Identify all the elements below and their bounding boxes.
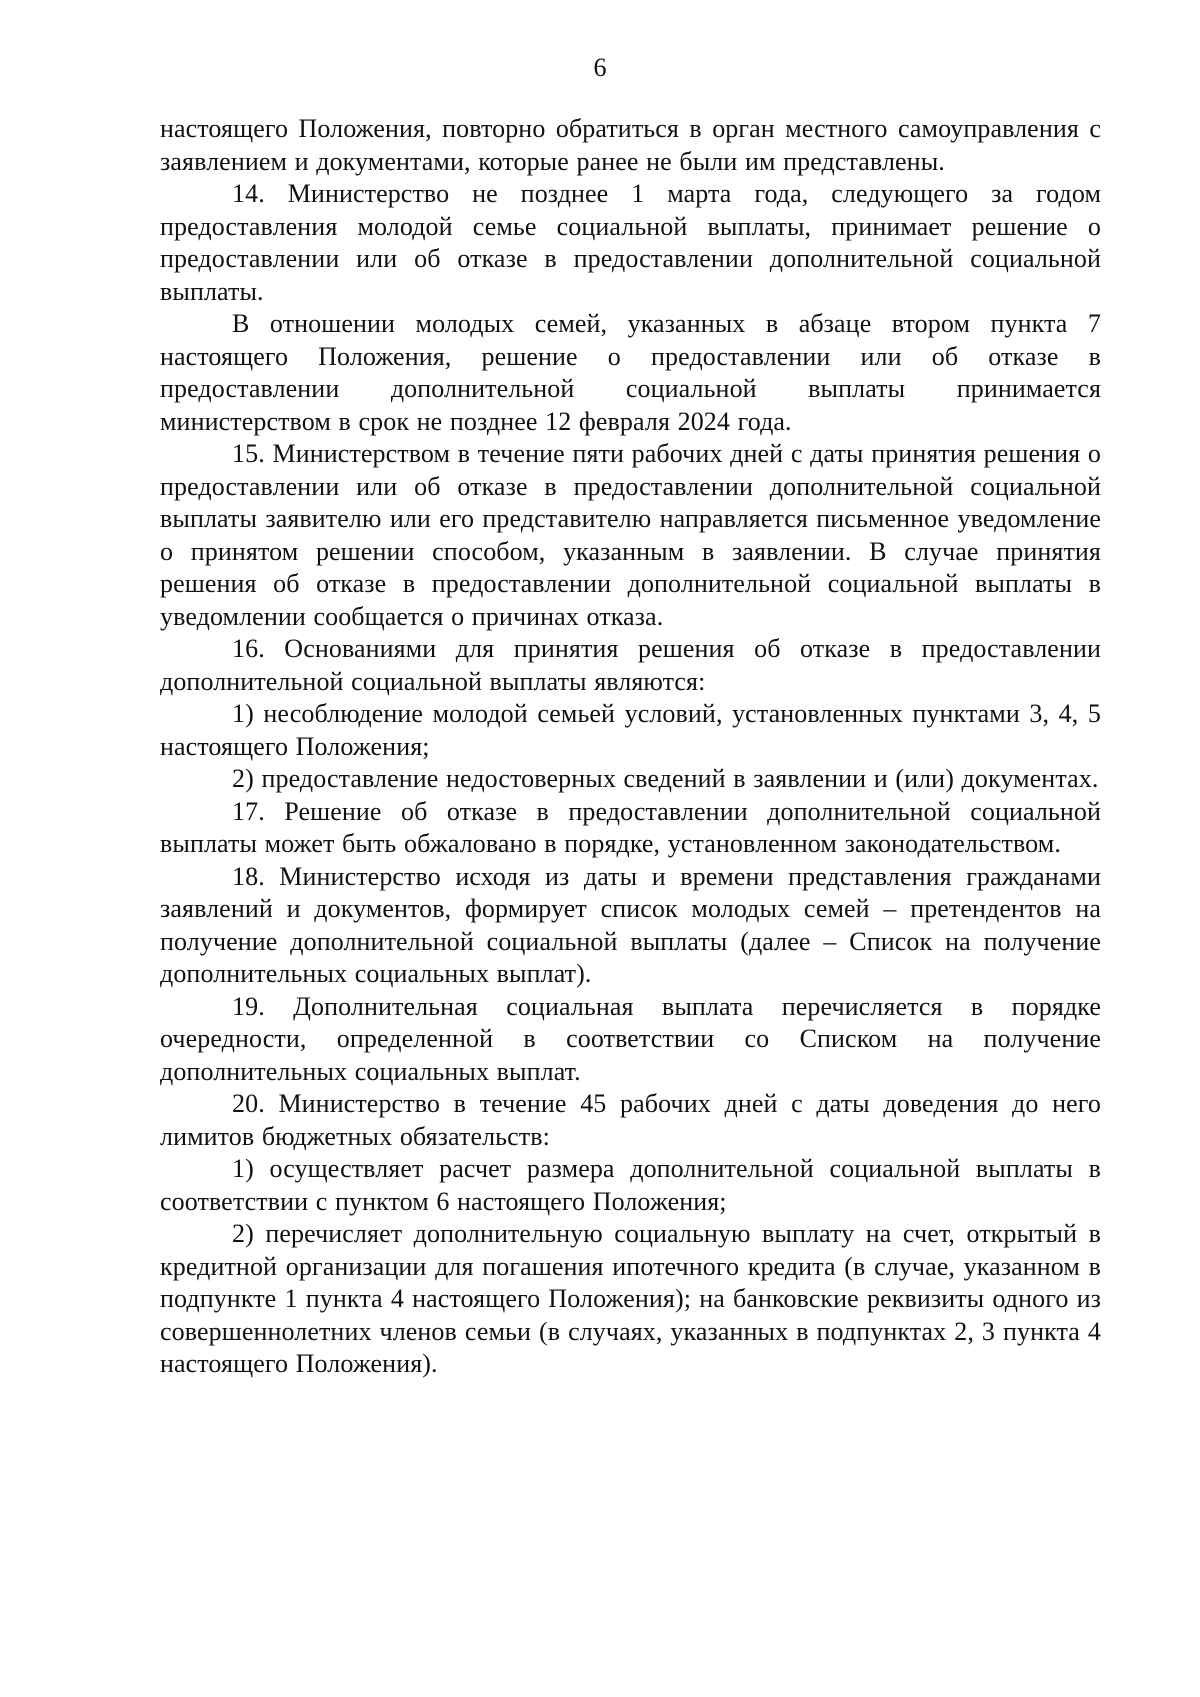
paragraph-14-part-2: В отношении молодых семей, указанных в абзаце втором пункта 7 настоящего Положения, решение о предоставлении или об отказе в предоставлении дополнительной социальной выплаты принимается министерством в срок не позднее 12 февраля 2024 года. xyxy=(160,309,1101,436)
paragraph-20-item-2: 2) перечисляет дополнительную социальную выплату на счет, открытый в кредитной организации для погашения ипотечного кредита (в случае, указанном в подпункте 1 пункта 4 настоящего Положения); на банковские реквизиты одного из совершеннолетних членов семьи (в случаях, указанных в подпунктах 2, 3 пункта 4 настоящего Положения). xyxy=(160,1219,1101,1378)
paragraph-20-item-1: 1) осуществляет расчет размера дополнительной социальной выплаты в соответствии с пунктом 6 настоящего Положения; xyxy=(160,1154,1101,1216)
paragraph-continuation: настоящего Положения, повторно обратиться в орган местного самоуправления с заявлением и документами, которые ранее не были им представлены. xyxy=(160,114,1101,176)
paragraph-16-item-2: 2) предоставление недостоверных сведений в заявлении и (или) документах. xyxy=(232,764,1099,793)
paragraph-19: 19. Дополнительная социальная выплата перечисляется в порядке очередности, определенной в соответствии со Списком на получение дополнительных социальных выплат. xyxy=(160,991,1101,1086)
paragraph-18: 18. Министерство исходя из даты и времени представления гражданами заявлений и документов, формирует список молодых семей – претендентов на получение дополнительной социальной выплаты (далее – Список на получение дополнительных социальных выплат). xyxy=(160,861,1101,988)
document-body xyxy=(160,113,1101,1381)
paragraph-17: 17. Решение об отказе в предоставлении дополнительной социальной выплаты может быть обжаловано в порядке, установленном законодательством. xyxy=(160,796,1101,858)
paragraph-16-item-1: 1) несоблюдение молодой семьей условий, установленных пунктами 3, 4, 5 настоящего Положения; xyxy=(160,699,1101,761)
page-number: 6 xyxy=(593,53,607,82)
paragraph-16: 16. Основаниями для принятия решения об отказе в предоставлении дополнительной социальной выплаты являются: xyxy=(160,634,1101,696)
paragraph-15: 15. Министерством в течение пяти рабочих дней с даты принятия решения о предоставлении или об отказе в предоставлении дополнительной социальной выплаты заявителю или его представителю направляется письменное уведомление о принятом решении способом, указанным в заявлении. В случае принятия решения об отказе в предоставлении дополнительной социальной выплаты в уведомлении сообщается о причинах отказа. xyxy=(160,439,1101,631)
paragraph-14: 14. Министерство не позднее 1 марта года, следующего за годом предоставления молодой семье социальной выплаты, принимает решение о предоставлении или об отказе в предоставлении дополнительной социальной выплаты. xyxy=(160,179,1101,306)
paragraph-20: 20. Министерство в течение 45 рабочих дней с даты доведения до него лимитов бюджетных обязательств: xyxy=(160,1089,1101,1151)
